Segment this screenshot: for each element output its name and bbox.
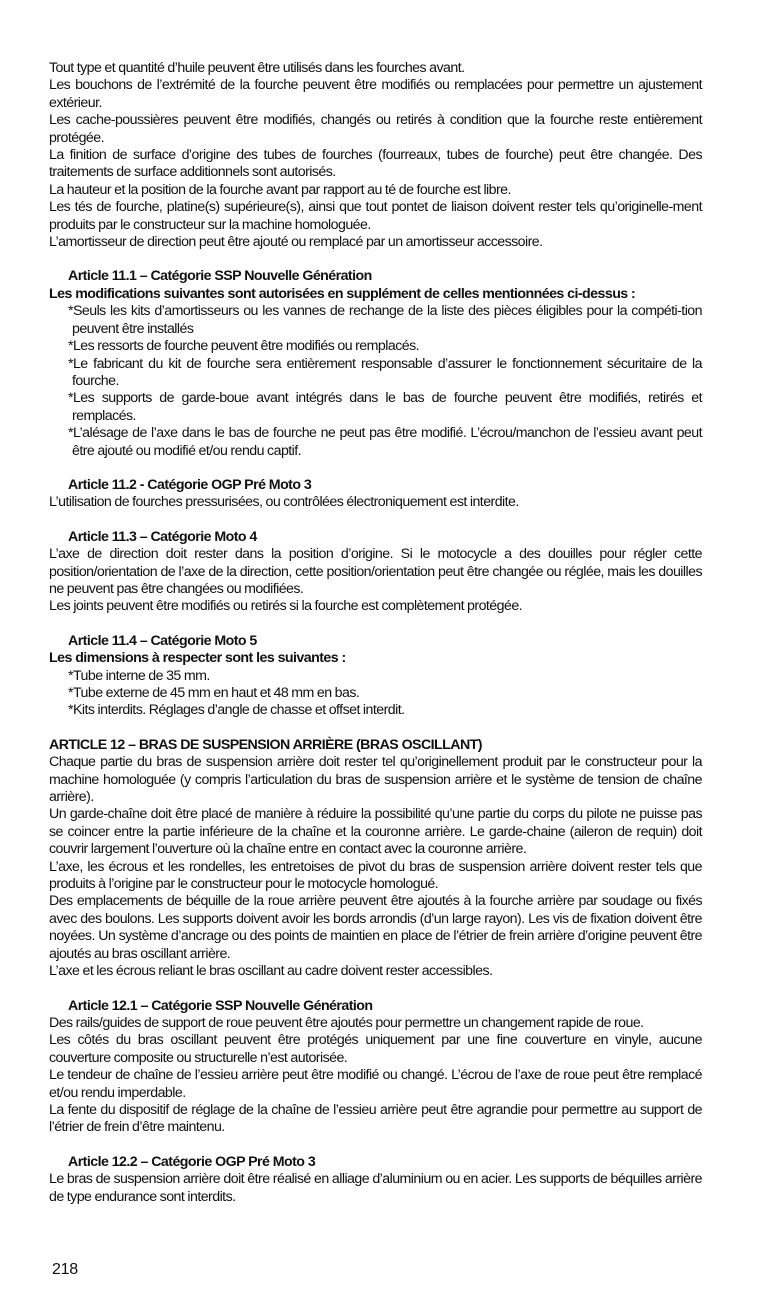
list-item: *Le fabricant du kit de fourche sera entièrement responsable d’assurer le fonctionnement sécuritaire de la fourche.: [68, 355, 702, 389]
list-item: *Tube interne de 35 mm.: [68, 667, 210, 684]
list-item: *Les supports de garde-boue avant intégrés dans le bas de fourche peuvent être modifiés, retirés et remplacés.: [68, 390, 702, 424]
paragraph: Un garde-chaîne doit être placé de manière à réduire la possibilité qu’une partie du corps du pilote ne puisse pas se coincer entre la partie inférieure de la chaîne et la couronne arrière. Le garde-chaine (aileron de requin) doit couvrir largement l’ouverture où la chaîne entre en contact avec la couronne arrière.: [49, 806, 702, 858]
article-11-1: [49, 268, 702, 459]
paragraph: Le bras de suspension arrière doit être réalisé en alliage d’aluminium ou en acier. Les supports de béquilles arrière de type endurance sont interdits.: [49, 1171, 702, 1205]
article-heading: ARTICLE 12 – BRAS DE SUSPENSION ARRIÈRE (BRAS OSCILLANT): [49, 736, 482, 753]
section-heading: Article 11.3 – Catégorie Moto 4: [68, 528, 257, 545]
paragraph: Les côtés du bras oscillant peuvent être protégés uniquement par une fine couverture en vinyle, aucune couverture composite ou structurelle n’est autorisée.: [49, 1032, 702, 1066]
paragraph: L’amortisseur de direction peut être ajouté ou remplacé par un amortisseur accessoire.: [49, 234, 543, 251]
paragraph: Des emplacements de béquille de la roue arrière peuvent être ajoutés à la fourche arrière par soudage ou fixés avec des boulons. Les supports doivent avoir les bords arrondis (d’un large rayon). Les vis de fixation doivent être noyées. Un système d’ancrage ou des points de maintien en place de l’étrier de frein arrière d’origine peuvent être ajoutés au bras oscillant arrière.: [49, 893, 702, 962]
paragraph: L’utilisation de fourches pressurisées, ou contrôlées électroniquement est interdite.: [49, 494, 519, 511]
paragraph: Tout type et quantité d’huile peuvent être utilisés dans les fourches avant.: [49, 60, 465, 76]
section-heading: Article 11.4 – Catégorie Moto 5: [68, 632, 257, 649]
section-heading: Article 11.2 - Catégorie OGP Pré Moto 3: [68, 476, 312, 493]
paragraph: La hauteur et la position de la fourche avant par rapport au té de fourche est libre.: [49, 181, 511, 198]
paragraph: Les joints peuvent être modifiés ou retirés si la fourche est complètement protégée.: [49, 598, 523, 615]
paragraph: La finition de surface d’origine des tubes de fourches (fourreaux, tubes de fourche) peut être changée. Des traitements de surface additionnels sont autorisés.: [49, 147, 702, 181]
paragraph: Des rails/guides de support de roue peuvent être ajoutés pour permettre un changement rapide de roue.: [49, 1014, 644, 1031]
section-heading: Article 12.2 – Catégorie OGP Pré Moto 3: [68, 1153, 316, 1170]
article-11-2: [49, 477, 702, 512]
list-item: *Kits interdits. Réglages d’angle de chasse et offset interdit.: [68, 702, 405, 719]
article-12-1: [49, 998, 702, 1137]
section-heading: Article 11.1 – Catégorie SSP Nouvelle Génération: [68, 268, 372, 285]
paragraph: L’axe et les écrous reliant le bras oscillant au cadre doivent rester accessibles.: [49, 963, 493, 980]
section-lead: Les dimensions à respecter sont les suivantes :: [49, 650, 346, 667]
paragraph: Chaque partie du bras de suspension arrière doit rester tel qu’originellement produit par le constructeur pour la machine homologuée (y compris l’articulation du bras de suspension arrière et le système de tension de chaîne arrière).: [49, 754, 702, 806]
section-lead: Les modifications suivantes sont autorisées en supplément de celles mentionnées ci-dessus :: [49, 285, 636, 302]
section-heading: Article 12.1 – Catégorie SSP Nouvelle Génération: [68, 997, 373, 1014]
paragraph: Le tendeur de chaîne de l’essieu arrière peut être modifié ou changé. L’écrou de l’axe de roue peut être remplacé et/ou rendu imperdable.: [49, 1067, 702, 1101]
paragraph: L’axe de direction doit rester dans la position d’origine. Si le motocycle a des douilles pour régler cette position/orientation de l’axe de la direction, cette position/orientation peut être changée ou réglée, mais les douilles ne peuvent pas être changées ou modifiées.: [49, 546, 702, 597]
page-number: 218: [52, 1261, 78, 1278]
paragraph: Les tés de fourche, platine(s) supérieure(s), ainsi que tout pontet de liaison doivent rester tels qu’originelle-ment produits par le constructeur sur la machine homologuée.: [49, 199, 702, 233]
paragraph: L’axe, les écrous et les rondelles, les entretoises de pivot du bras de suspension arrière doivent rester tels que produits à l’origine par le constructeur pour le motocycle homologué.: [49, 858, 702, 893]
list-item: *Les ressorts de fourche peuvent être modifiés ou remplacés.: [68, 338, 420, 355]
list-item: *Seuls les kits d’amortisseurs ou les vannes de rechange de la liste des pièces éligibles pour la compéti-tion peuvent être installés: [68, 303, 702, 337]
intro-section: [49, 60, 702, 251]
paragraph: La fente du dispositif de réglage de la chaîne de l’essieu arrière peut être agrandie pour permettre au support de l’étrier de frein d’être maintenu.: [49, 1101, 702, 1136]
list-item: *L’alésage de l’axe dans le bas de fourche ne peut pas être modifié. L’écrou/manchon de l’essieu avant peut être ajouté ou modifié et/ou rendu captif.: [68, 425, 702, 459]
article-12-2: [49, 1154, 702, 1206]
article-11-3: [49, 529, 702, 616]
article-12: [49, 737, 702, 981]
paragraph: Les cache-poussières peuvent être modifiés, changés ou retirés à condition que la fourche reste entièrement protégée.: [49, 112, 702, 146]
paragraph: Les bouchons de l’extrémité de la fourche peuvent être modifiés ou remplacées pour permettre un ajustement extérieur.: [49, 77, 702, 111]
list-item: *Tube externe de 45 mm en haut et 48 mm en bas.: [68, 685, 360, 701]
article-11-4: [49, 633, 702, 720]
